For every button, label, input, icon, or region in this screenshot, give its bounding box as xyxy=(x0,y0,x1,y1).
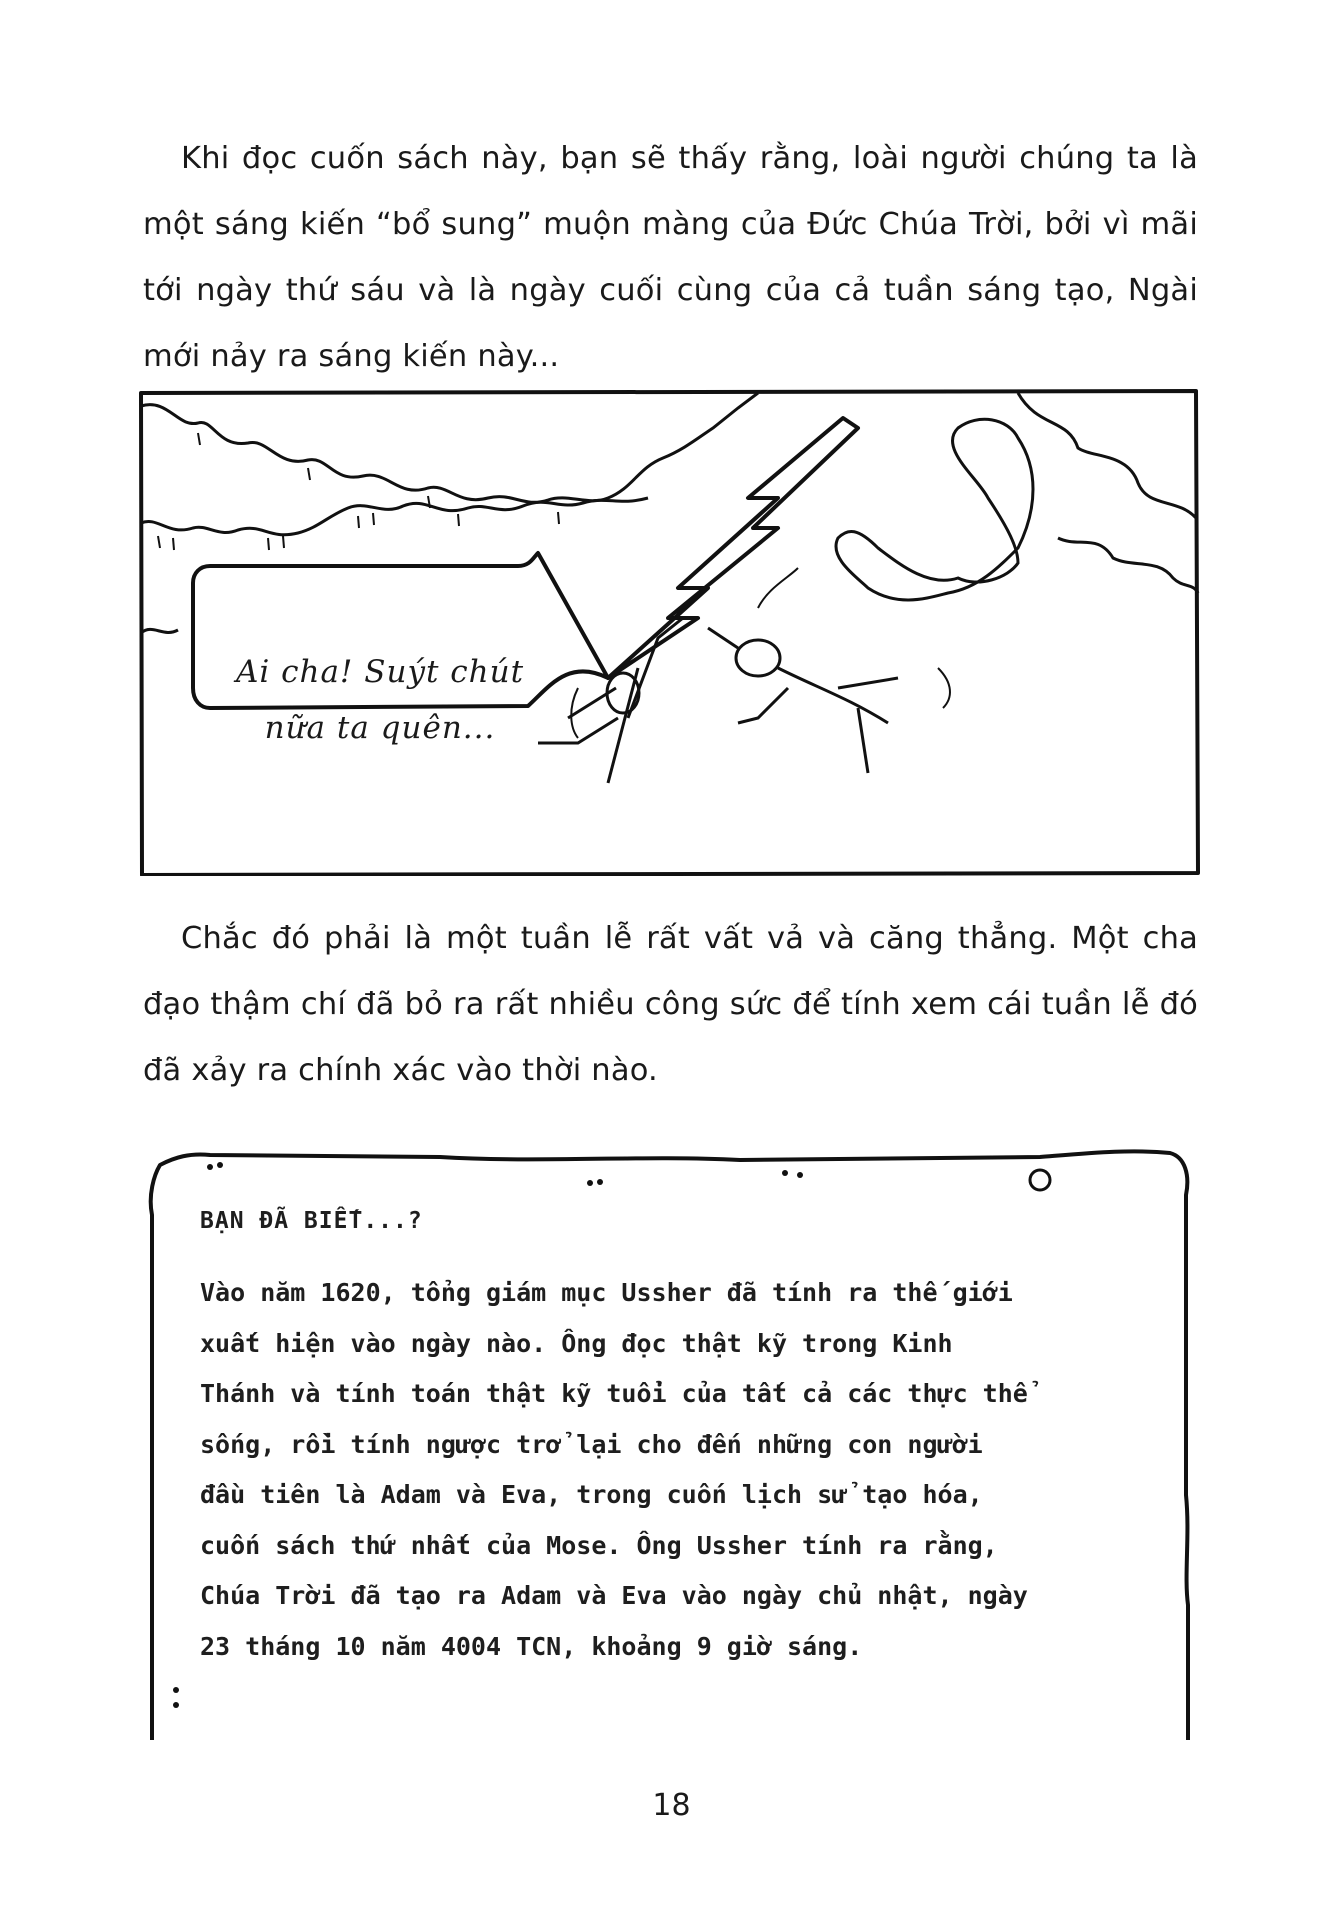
speech-bubble-text xyxy=(190,620,570,780)
cloud-low-left xyxy=(141,629,178,633)
fact-box-title: BẠN ĐÃ BIẾT...? xyxy=(200,1208,423,1234)
cloud-upper xyxy=(141,393,758,502)
intro-paragraph: Khi đọc cuốn sách này, bạn sẽ thấy rằng, loài người chúng ta là một sáng kiến “bổ sung” muộn màng của Đức Chúa Trời, bởi vì mãi tới ngày thứ sáu và là ngày cuối cùng của cả tuần sáng tạo, Ngài mới nảy ra sáng kiến này... xyxy=(143,141,1198,374)
lightning-bolt xyxy=(608,418,858,678)
cloud-mid xyxy=(141,498,648,535)
cloud-right xyxy=(1018,393,1196,518)
speech-line-1: Ai cha! Suýt chút xyxy=(235,654,525,690)
speech-line-2: nữa ta quên... xyxy=(264,710,496,746)
divine-hand xyxy=(836,419,1033,600)
fact-box-body: Vào năm 1620, tổng giám mục Ussher đã tính ra thế giới xuất hiện vào ngày nào. Ông đọc thật kỹ trong Kinh Thánh và tính toán thật kỹ tuổi của tất cả các thực thể sống, rồi tính ngược trở lại cho đến những con người đầu tiên là Adam và Eva, trong cuốn lịch sử tạo hóa, cuốn sách thứ nhất của Mose. Ông Ussher tính ra rằng, Chúa Trời đã tạo ra Adam và Eva vào ngày chủ nhật, ngày 23 tháng 10 năm 4004 TCN, khoảng 9 giờ sáng. xyxy=(200,1278,1028,1661)
falling-figure-right xyxy=(708,628,898,773)
middle-paragraph: Chắc đó phải là một tuần lễ rất vất vả và căng thẳng. Một cha đạo thậm chí đã bỏ ra rất nhiều công sức để tính xem cái tuần lễ đó đã xảy ra chính xác vào thời nào. xyxy=(143,921,1198,1088)
cloud-right-lower xyxy=(1058,538,1198,593)
page-number: 18 xyxy=(652,1788,691,1823)
